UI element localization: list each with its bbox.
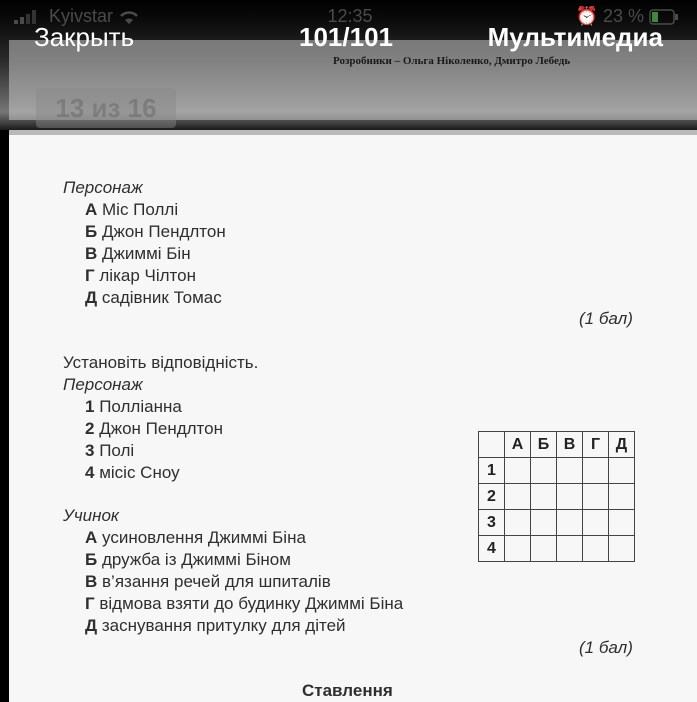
section-heading: Ставлення xyxy=(302,681,393,700)
grid-cell xyxy=(531,510,557,536)
grid-corner xyxy=(479,432,505,458)
list-item: Б Джон Пендлтон xyxy=(85,222,226,241)
q2-intro: Установіть відповідність. xyxy=(63,353,259,372)
multimedia-button[interactable]: Мультимедиа xyxy=(487,22,663,52)
grid-cell xyxy=(505,510,531,536)
grid-col-header: Б xyxy=(531,432,557,458)
grid-cell xyxy=(583,484,609,510)
grid-col-header: А xyxy=(505,432,531,458)
alarm-icon: ⏰ xyxy=(575,6,598,26)
close-button[interactable]: Закрыть xyxy=(34,22,135,52)
q2-points: (1 бал) xyxy=(579,638,633,657)
grid-cell xyxy=(583,458,609,484)
grid-row-header: 2 xyxy=(479,484,505,510)
grid-cell xyxy=(557,536,583,562)
list-item: Г відмова взяти до будинку Джиммі Біна xyxy=(85,594,404,613)
page-indicator-ghost: 13 из 16 xyxy=(36,88,176,128)
list-item: В Джиммі Бін xyxy=(85,244,191,263)
grid-cell xyxy=(609,510,635,536)
grid-col-header: Д xyxy=(609,432,635,458)
list-item: 3 Полі xyxy=(85,441,135,460)
grid-cell xyxy=(557,510,583,536)
authors-line: Розробники – Ольга Ніколенко, Дмитро Лебедь xyxy=(333,55,571,67)
list-item: Д садівник Томас xyxy=(85,288,222,307)
q2-deed-heading: Учинок xyxy=(63,506,119,525)
list-item: 4 місіс Сноу xyxy=(85,463,180,482)
list-item: 2 Джон Пендлтон xyxy=(85,419,223,438)
grid-cell xyxy=(531,458,557,484)
carrier-name: Kyivstar xyxy=(49,6,114,26)
grid-row-header: 4 xyxy=(479,536,505,562)
list-item: Б дружба із Джиммі Біном xyxy=(85,550,291,569)
grid-row-header: 3 xyxy=(479,510,505,536)
clock: 12:35 xyxy=(327,6,373,26)
grid-col-header: Г xyxy=(583,432,609,458)
grid-cell xyxy=(557,458,583,484)
grid-cell xyxy=(557,484,583,510)
grid-cell xyxy=(583,536,609,562)
grid-cell xyxy=(531,484,557,510)
grid-col-header: В xyxy=(557,432,583,458)
page-counter: 101/101 xyxy=(299,22,393,52)
grid-cell xyxy=(583,510,609,536)
grid-cell xyxy=(609,536,635,562)
q1-heading: Персонаж xyxy=(63,178,143,197)
list-item: Д заснування притулку для дітей xyxy=(85,616,346,635)
list-item: 1 Поллiанна xyxy=(85,397,182,416)
q1-points: (1 бал) xyxy=(579,309,633,328)
grid-cell xyxy=(609,484,635,510)
grid-cell xyxy=(609,458,635,484)
grid-row-header: 1 xyxy=(479,458,505,484)
list-item: А Міс Поллі xyxy=(85,200,179,219)
list-item: А усиновлення Джиммі Біна xyxy=(85,528,306,547)
grid-cell xyxy=(505,536,531,562)
grid-cell xyxy=(505,484,531,510)
battery-percent: 23 % xyxy=(602,6,644,26)
viewer-top-overlay xyxy=(0,0,697,130)
list-item: Г лікар Чілтон xyxy=(85,266,196,285)
document-page xyxy=(9,130,697,702)
grid-cell xyxy=(505,458,531,484)
viewer-nav xyxy=(0,22,697,56)
grid-cell xyxy=(531,536,557,562)
answer-grid xyxy=(478,431,635,562)
list-item: В в’язання речей для шпиталів xyxy=(85,572,331,591)
q2-character-heading: Персонаж xyxy=(63,375,143,394)
